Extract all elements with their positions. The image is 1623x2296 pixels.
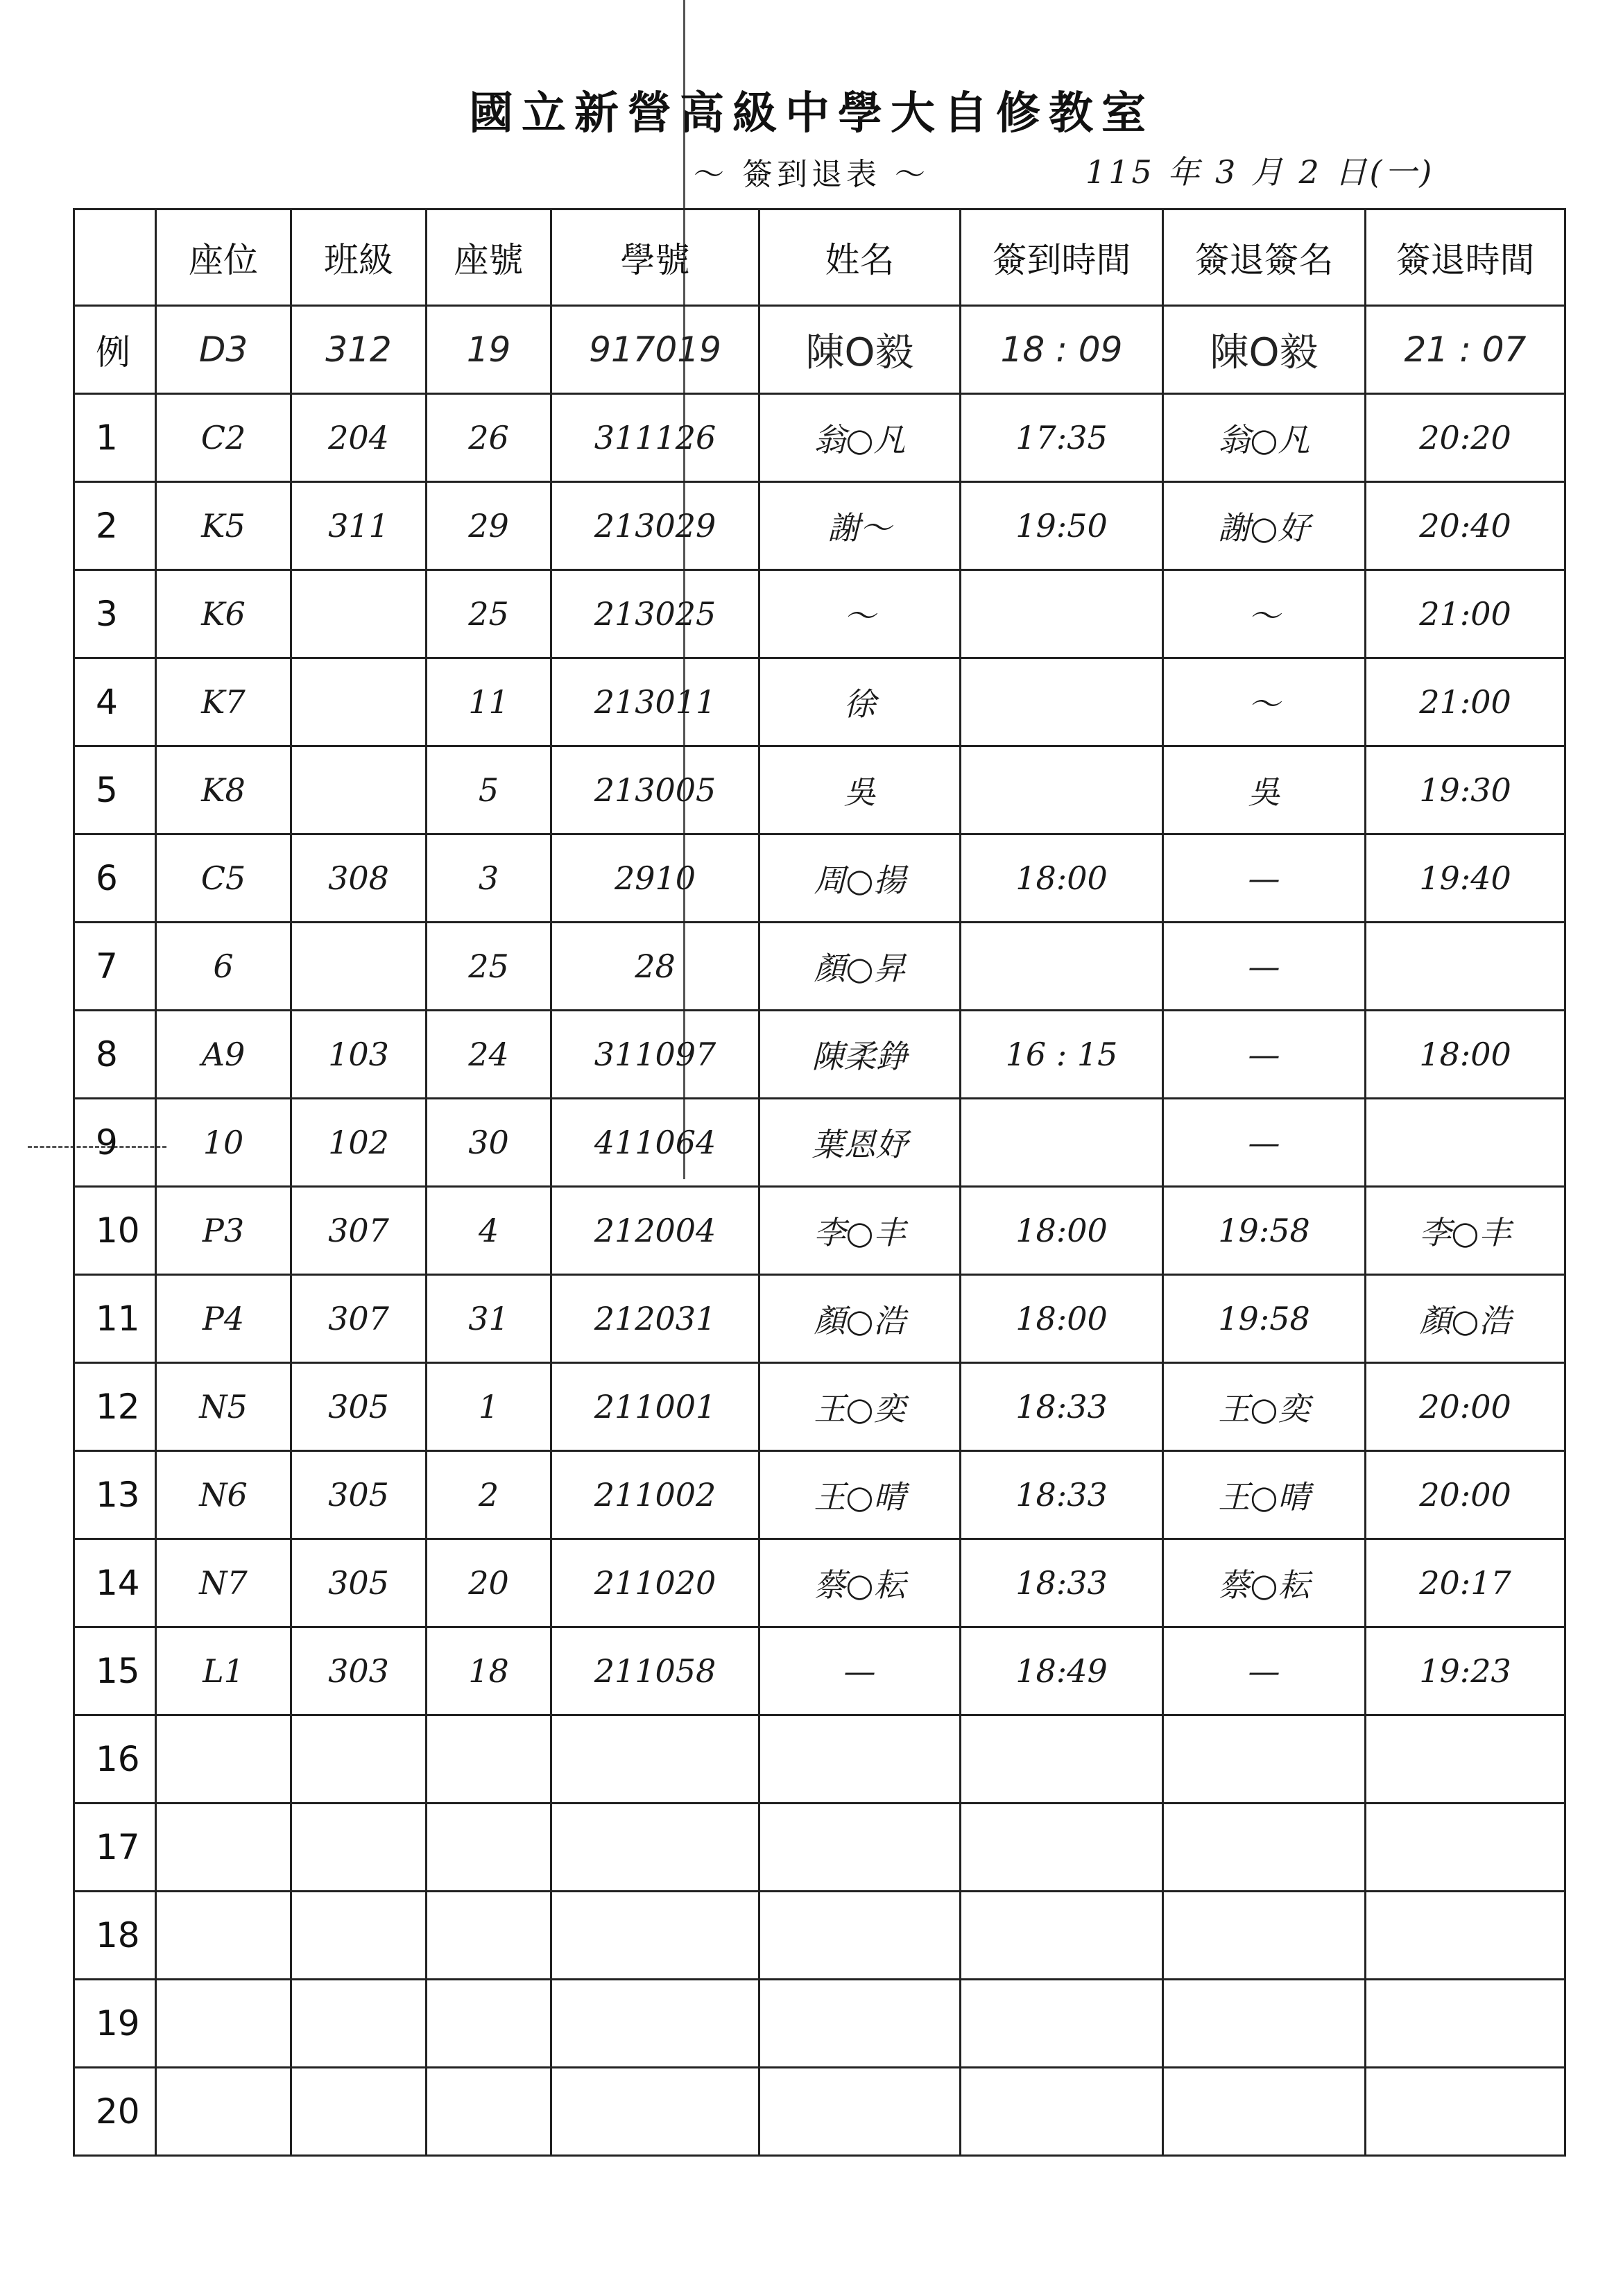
page-subtitle: ～ 簽到退表 ～ [694, 157, 929, 192]
student-id-cell: 212004 [551, 1187, 759, 1275]
row-number: 19 [74, 1980, 156, 2068]
sign-out-name-cell: — [1163, 1011, 1366, 1099]
table-row [74, 482, 1565, 570]
sign-in-cell [961, 923, 1163, 1011]
name-cell: 周○揚 [759, 834, 961, 923]
name-cell [759, 2068, 961, 2156]
seat-cell: 6 [156, 923, 291, 1011]
sign-out-name-cell [1163, 2068, 1366, 2156]
student-id-cell [551, 1892, 759, 1980]
name-cell: 李○丰 [759, 1187, 961, 1275]
class-cell: 305 [291, 1363, 427, 1451]
number-cell: 26 [427, 394, 551, 482]
header-row [74, 209, 1565, 306]
sign-in-cell [961, 658, 1163, 746]
seat-cell: N6 [156, 1451, 291, 1539]
table-row [74, 1451, 1565, 1539]
class-cell [291, 746, 427, 834]
seat-cell: P3 [156, 1187, 291, 1275]
sign-in-cell [961, 1715, 1163, 1804]
sign-in-cell: 16 : 15 [961, 1011, 1163, 1099]
number-cell: 1 [427, 1363, 551, 1451]
seat-cell: L1 [156, 1627, 291, 1715]
class-cell: 303 [291, 1627, 427, 1715]
class-cell: 103 [291, 1011, 427, 1099]
sign-out-name-cell: 王○奕 [1163, 1363, 1366, 1451]
seat-cell: A9 [156, 1011, 291, 1099]
number-cell: 18 [427, 1627, 551, 1715]
table-row [74, 1011, 1565, 1099]
sign-out-name-cell: 19:58 [1163, 1275, 1366, 1363]
header-student-id: 學號 [551, 209, 759, 306]
student-id-cell: 213011 [551, 658, 759, 746]
name-cell: 蔡○耘 [759, 1539, 961, 1627]
student-id-cell: 213025 [551, 570, 759, 658]
sign-out-name-cell [1163, 1892, 1366, 1980]
table-row [74, 1627, 1565, 1715]
row-number: 7 [74, 923, 156, 1011]
sign-out-name-cell: 19:58 [1163, 1187, 1366, 1275]
name-cell: 吳 [759, 746, 961, 834]
sign-out-cell: 19:23 [1366, 1627, 1565, 1715]
sign-in-cell: 18:00 [961, 1187, 1163, 1275]
sign-in-cell [961, 746, 1163, 834]
sign-out-cell: 18:00 [1366, 1011, 1565, 1099]
table-row [74, 923, 1565, 1011]
table-row [74, 1187, 1565, 1275]
sign-out-cell: 顏○浩 [1366, 1275, 1565, 1363]
number-cell: 2 [427, 1451, 551, 1539]
table-row [74, 1099, 1565, 1187]
name-cell: 顏○浩 [759, 1275, 961, 1363]
number-cell [427, 1804, 551, 1892]
name-cell: 陳柔錚 [759, 1011, 961, 1099]
name-cell: 顏○昇 [759, 923, 961, 1011]
example-row [74, 306, 1565, 394]
sign-in-cell [961, 1980, 1163, 2068]
number-cell [427, 1892, 551, 1980]
sign-out-name-cell: 謝○好 [1163, 482, 1366, 570]
class-cell [291, 658, 427, 746]
class-cell: 311 [291, 482, 427, 570]
number-cell: 25 [427, 923, 551, 1011]
table-row [74, 1715, 1565, 1804]
seat-cell: D3 [156, 306, 291, 394]
sign-out-cell [1366, 2068, 1565, 2156]
row-number: 4 [74, 658, 156, 746]
student-id-cell [551, 1715, 759, 1804]
sign-out-name-cell: 吳 [1163, 746, 1366, 834]
sign-in-cell [961, 570, 1163, 658]
name-cell: 翁○凡 [759, 394, 961, 482]
name-cell: 陳O毅 [759, 306, 961, 394]
seat-cell: 10 [156, 1099, 291, 1187]
sign-out-name-cell [1163, 1980, 1366, 2068]
number-cell: 31 [427, 1275, 551, 1363]
class-cell: 307 [291, 1275, 427, 1363]
class-cell: 102 [291, 1099, 427, 1187]
table-row [74, 746, 1565, 834]
header-class: 班級 [291, 209, 427, 306]
number-cell [427, 2068, 551, 2156]
row-label: 例 [74, 306, 156, 394]
sign-out-name-cell: 翁○凡 [1163, 394, 1366, 482]
row-number: 8 [74, 1011, 156, 1099]
seat-cell: P4 [156, 1275, 291, 1363]
student-id-cell: 311126 [551, 394, 759, 482]
header-name: 姓名 [759, 209, 961, 306]
sign-out-cell [1366, 923, 1565, 1011]
name-cell: 徐 [759, 658, 961, 746]
row-number: 20 [74, 2068, 156, 2156]
name-cell: — [759, 1627, 961, 1715]
sign-in-cell [961, 2068, 1163, 2156]
number-cell [427, 1715, 551, 1804]
seat-cell: K6 [156, 570, 291, 658]
table-row [74, 1539, 1565, 1627]
table-row [74, 1363, 1565, 1451]
sign-out-name-cell: — [1163, 1099, 1366, 1187]
sign-out-cell: 20:17 [1366, 1539, 1565, 1627]
seat-cell: N7 [156, 1539, 291, 1627]
student-id-cell: 211002 [551, 1451, 759, 1539]
number-cell: 3 [427, 834, 551, 923]
sign-out-cell: 19:40 [1366, 834, 1565, 923]
student-id-cell: 311097 [551, 1011, 759, 1099]
row-number: 11 [74, 1275, 156, 1363]
table-row [74, 1275, 1565, 1363]
table-row [74, 658, 1565, 746]
student-id-cell [551, 1804, 759, 1892]
class-cell [291, 1892, 427, 1980]
student-id-cell: 211001 [551, 1363, 759, 1451]
row-number: 13 [74, 1451, 156, 1539]
table-row [74, 1804, 1565, 1892]
class-cell: 305 [291, 1451, 427, 1539]
header-blank [74, 209, 156, 306]
seat-cell [156, 1804, 291, 1892]
seat-cell: K7 [156, 658, 291, 746]
class-cell: 312 [291, 306, 427, 394]
class-cell [291, 1715, 427, 1804]
header-sign-out-time: 簽退時間 [1366, 209, 1565, 306]
number-cell: 4 [427, 1187, 551, 1275]
seat-cell: C5 [156, 834, 291, 923]
sign-in-cell: 18 : 09 [961, 306, 1163, 394]
sign-out-cell: 20:20 [1366, 394, 1565, 482]
seat-cell: K8 [156, 746, 291, 834]
seat-cell: K5 [156, 482, 291, 570]
number-cell: 30 [427, 1099, 551, 1187]
sign-out-cell [1366, 1099, 1565, 1187]
sign-in-cell: 18:00 [961, 834, 1163, 923]
seat-cell [156, 1715, 291, 1804]
student-id-cell: 211020 [551, 1539, 759, 1627]
sign-out-name-cell: 王○晴 [1163, 1451, 1366, 1539]
page-title: 國立新營高級中學大自修教室 [469, 87, 1154, 139]
row-number: 12 [74, 1363, 156, 1451]
sign-in-cell: 18:00 [961, 1275, 1163, 1363]
student-id-cell: 28 [551, 923, 759, 1011]
sign-in-cell: 18:49 [961, 1627, 1163, 1715]
sign-out-cell: 21:00 [1366, 658, 1565, 746]
name-cell [759, 1892, 961, 1980]
number-cell [427, 1980, 551, 2068]
row-number: 2 [74, 482, 156, 570]
sign-out-name-cell: 蔡○耘 [1163, 1539, 1366, 1627]
row-number: 6 [74, 834, 156, 923]
number-cell: 24 [427, 1011, 551, 1099]
name-cell: 謝～ [759, 482, 961, 570]
sign-out-cell: 20:00 [1366, 1451, 1565, 1539]
row-number: 3 [74, 570, 156, 658]
row-number: 17 [74, 1804, 156, 1892]
table-row [74, 394, 1565, 482]
sign-out-name-cell [1163, 1804, 1366, 1892]
sign-out-name-cell: 陳O毅 [1163, 306, 1366, 394]
number-cell: 25 [427, 570, 551, 658]
sign-in-cell: 18:33 [961, 1539, 1163, 1627]
table-row [74, 834, 1565, 923]
date-line: 115 年 3 月 2 日(一) [1085, 153, 1435, 191]
sign-in-cell: 19:50 [961, 482, 1163, 570]
sign-out-name-cell: ～ [1163, 658, 1366, 746]
name-cell: 王○奕 [759, 1363, 961, 1451]
sign-out-name-cell: — [1163, 834, 1366, 923]
seat-cell [156, 1980, 291, 2068]
sign-in-table [73, 208, 1566, 2157]
row-number: 18 [74, 1892, 156, 1980]
class-cell: 204 [291, 394, 427, 482]
class-cell: 307 [291, 1187, 427, 1275]
sign-in-cell: 17:35 [961, 394, 1163, 482]
class-cell [291, 2068, 427, 2156]
name-cell [759, 1715, 961, 1804]
sign-out-cell: 21 : 07 [1366, 306, 1565, 394]
header-sign-in-time: 簽到時間 [961, 209, 1163, 306]
number-cell: 11 [427, 658, 551, 746]
row-number: 14 [74, 1539, 156, 1627]
student-id-cell: 213029 [551, 482, 759, 570]
table-row [74, 570, 1565, 658]
name-cell: 王○晴 [759, 1451, 961, 1539]
seat-cell [156, 2068, 291, 2156]
class-cell: 308 [291, 834, 427, 923]
sign-out-cell: 19:30 [1366, 746, 1565, 834]
row-number: 16 [74, 1715, 156, 1804]
row-number: 10 [74, 1187, 156, 1275]
sign-out-name-cell [1163, 1715, 1366, 1804]
number-cell: 19 [427, 306, 551, 394]
number-cell: 20 [427, 1539, 551, 1627]
student-id-cell: 411064 [551, 1099, 759, 1187]
student-id-cell: 211058 [551, 1627, 759, 1715]
sign-out-cell [1366, 1980, 1565, 2068]
sign-in-cell [961, 1892, 1163, 1980]
header-seat: 座位 [156, 209, 291, 306]
sign-out-cell: 21:00 [1366, 570, 1565, 658]
class-cell: 305 [291, 1539, 427, 1627]
name-cell: ～ [759, 570, 961, 658]
sign-out-name-cell: — [1163, 923, 1366, 1011]
class-cell [291, 570, 427, 658]
student-id-cell: 2910 [551, 834, 759, 923]
seat-cell: C2 [156, 394, 291, 482]
class-cell [291, 1804, 427, 1892]
seat-cell: N5 [156, 1363, 291, 1451]
number-cell: 29 [427, 482, 551, 570]
number-cell: 5 [427, 746, 551, 834]
sign-out-cell: 20:00 [1366, 1363, 1565, 1451]
table-row [74, 1980, 1565, 2068]
student-id-cell [551, 1980, 759, 2068]
name-cell: 葉恩妤 [759, 1099, 961, 1187]
sign-in-cell: 18:33 [961, 1451, 1163, 1539]
sign-in-cell: 18:33 [961, 1363, 1163, 1451]
name-cell [759, 1804, 961, 1892]
student-id-cell: 213005 [551, 746, 759, 834]
sign-out-cell [1366, 1804, 1565, 1892]
row-number: 5 [74, 746, 156, 834]
student-id-cell [551, 2068, 759, 2156]
sign-out-name-cell: — [1163, 1627, 1366, 1715]
table-row [74, 1892, 1565, 1980]
sign-out-cell [1366, 1715, 1565, 1804]
row-number: 9 [74, 1099, 156, 1187]
header-sign-out-name: 簽退簽名 [1163, 209, 1366, 306]
student-id-cell: 212031 [551, 1275, 759, 1363]
student-id-cell: 917019 [551, 306, 759, 394]
class-cell [291, 923, 427, 1011]
table-row [74, 2068, 1565, 2156]
sign-in-cell [961, 1099, 1163, 1187]
header-number: 座號 [427, 209, 551, 306]
row-number: 15 [74, 1627, 156, 1715]
seat-cell [156, 1892, 291, 1980]
sign-out-name-cell: ～ [1163, 570, 1366, 658]
row-number: 1 [74, 394, 156, 482]
sign-out-cell: 20:40 [1366, 482, 1565, 570]
name-cell [759, 1980, 961, 2068]
class-cell [291, 1980, 427, 2068]
sign-in-cell [961, 1804, 1163, 1892]
sign-out-cell: 李○丰 [1366, 1187, 1565, 1275]
sign-out-cell [1366, 1892, 1565, 1980]
